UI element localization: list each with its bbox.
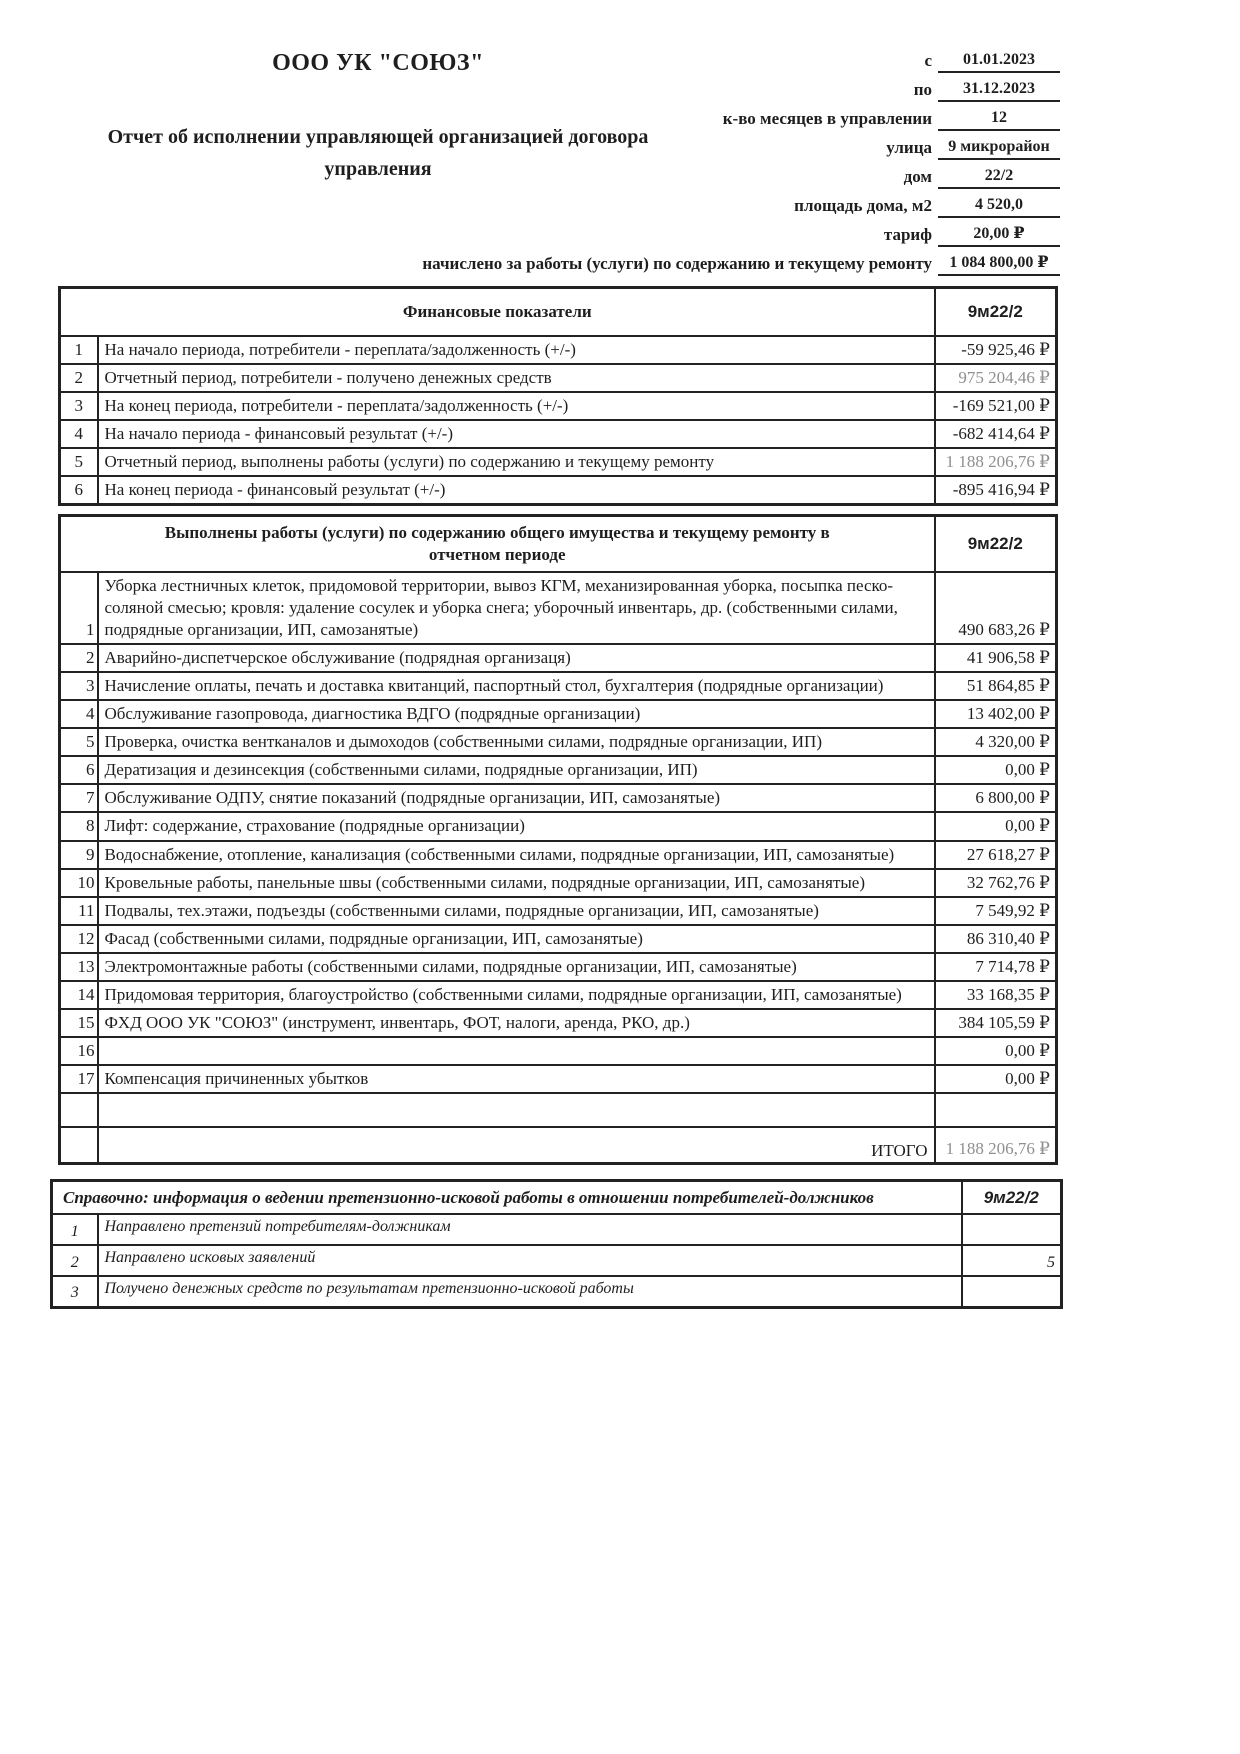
table-row bbox=[60, 728, 1057, 756]
table-row bbox=[52, 1276, 1062, 1307]
total-value: 1 188 206,76 ₽ bbox=[935, 1127, 1057, 1163]
info-field bbox=[330, 218, 1060, 247]
info-field-label: к-во месяцев в управлении bbox=[722, 109, 932, 128]
row-num: 2 bbox=[52, 1245, 98, 1276]
table-row bbox=[60, 953, 1057, 981]
info-field bbox=[330, 131, 1060, 160]
row-num bbox=[60, 1093, 98, 1127]
financial-table-body bbox=[60, 336, 1057, 505]
row-num: 6 bbox=[60, 476, 98, 505]
financial-table-column-header: 9м22/2 bbox=[935, 288, 1057, 336]
claims-table-column-header: 9м22/2 bbox=[962, 1180, 1062, 1214]
row-num: 15 bbox=[60, 1009, 98, 1037]
table-row bbox=[60, 812, 1057, 840]
row-label: На конец периода, потребители - переплата/задолженность (+/-) bbox=[98, 392, 935, 420]
table-row bbox=[60, 925, 1057, 953]
table-row bbox=[60, 364, 1057, 392]
row-label: Начисление оплаты, печать и доставка квитанций, паспортный стол, бухгалтерия (подрядные организации) bbox=[98, 672, 935, 700]
info-field-value: 22/2 bbox=[938, 167, 1060, 189]
row-label: Водоснабжение, отопление, канализация (собственными силами, подрядные организации, ИП, самозанятые) bbox=[98, 841, 935, 869]
row-label: Обслуживание газопровода, диагностика ВДГО (подрядные организации) bbox=[98, 700, 935, 728]
row-label: Кровельные работы, панельные швы (собственными силами, подрядные организации, ИП, самозанятые) bbox=[98, 869, 935, 897]
info-field-value: 4 520,0 bbox=[938, 196, 1060, 218]
table-row bbox=[60, 1037, 1057, 1065]
row-num: 9 bbox=[60, 841, 98, 869]
works-table-column-header: 9м22/2 bbox=[935, 516, 1057, 572]
row-num: 16 bbox=[60, 1037, 98, 1065]
info-field-label: по bbox=[913, 80, 932, 99]
total-label: ИТОГО bbox=[98, 1127, 935, 1163]
row-value: 0,00 ₽ bbox=[935, 812, 1057, 840]
table-row bbox=[60, 700, 1057, 728]
row-value: -682 414,64 ₽ bbox=[935, 420, 1057, 448]
info-field-value: 01.01.2023 bbox=[938, 51, 1060, 73]
company-name: ООО УК "СОЮЗ" bbox=[272, 50, 484, 76]
row-value: 86 310,40 ₽ bbox=[935, 925, 1057, 953]
table-row bbox=[60, 897, 1057, 925]
row-label bbox=[98, 1037, 935, 1065]
table-row bbox=[60, 392, 1057, 420]
info-field-value: 20,00 ₽ bbox=[938, 223, 1060, 247]
table-row bbox=[60, 476, 1057, 505]
row-value: -169 521,00 ₽ bbox=[935, 392, 1057, 420]
row-label: Аварийно-диспетчерское обслуживание (подрядная организаця) bbox=[98, 644, 935, 672]
row-value: 975 204,46 ₽ bbox=[935, 364, 1057, 392]
info-field bbox=[330, 189, 1060, 218]
row-label: Дератизация и дезинсекция (собственными силами, подрядные организации, ИП) bbox=[98, 756, 935, 784]
row-label: На конец периода - финансовый результат (+/-) bbox=[98, 476, 935, 505]
row-value: -895 416,94 ₽ bbox=[935, 476, 1057, 505]
row-num: 10 bbox=[60, 869, 98, 897]
row-value: 1 188 206,76 ₽ bbox=[935, 448, 1057, 476]
row-num: 8 bbox=[60, 812, 98, 840]
works-table-title: Выполнены работы (услуги) по содержанию общего имущества и текущему ремонту в отчетном периоде bbox=[60, 516, 935, 572]
row-value bbox=[935, 1093, 1057, 1127]
table-row bbox=[60, 448, 1057, 476]
works-table-header-row bbox=[60, 516, 1057, 572]
row-label: Обслуживание ОДПУ, снятие показаний (подрядные организации, ИП, самозанятые) bbox=[98, 784, 935, 812]
info-field-label: тариф bbox=[883, 225, 932, 244]
claims-table bbox=[50, 1179, 1063, 1309]
table-row bbox=[60, 1065, 1057, 1093]
row-label: Отчетный период, потребители - получено денежных средств bbox=[98, 364, 935, 392]
row-label: Направлено претензий потребителям-должникам bbox=[98, 1214, 962, 1245]
row-label bbox=[98, 1093, 935, 1127]
claims-table-title: Справочно: информация о ведении претензионно-исковой работы в отношении потребителей-должников bbox=[52, 1180, 962, 1214]
document-header bbox=[0, 40, 1240, 280]
info-field bbox=[330, 44, 1060, 73]
row-label: Отчетный период, выполнены работы (услуги) по содержанию и текущему ремонту bbox=[98, 448, 935, 476]
info-field-value: 31.12.2023 bbox=[938, 80, 1060, 102]
row-value: 5 bbox=[962, 1245, 1062, 1276]
row-value: 7 714,78 ₽ bbox=[935, 953, 1057, 981]
row-value: 7 549,92 ₽ bbox=[935, 897, 1057, 925]
info-field-label: дом bbox=[903, 167, 932, 186]
info-field-label: площадь дома, м2 bbox=[794, 196, 932, 215]
row-num: 6 bbox=[60, 756, 98, 784]
row-num: 7 bbox=[60, 784, 98, 812]
row-num: 1 bbox=[60, 336, 98, 364]
row-num: 13 bbox=[60, 953, 98, 981]
row-value: -59 925,46 ₽ bbox=[935, 336, 1057, 364]
table-row bbox=[60, 336, 1057, 364]
row-value: 490 683,26 ₽ bbox=[935, 572, 1057, 644]
info-field bbox=[330, 247, 1060, 276]
row-value: 33 168,35 ₽ bbox=[935, 981, 1057, 1009]
row-value: 51 864,85 ₽ bbox=[935, 672, 1057, 700]
financial-table-header-row bbox=[60, 288, 1057, 336]
row-num: 12 bbox=[60, 925, 98, 953]
row-value: 13 402,00 ₽ bbox=[935, 700, 1057, 728]
row-value: 41 906,58 ₽ bbox=[935, 644, 1057, 672]
table-row bbox=[60, 784, 1057, 812]
total-row bbox=[60, 1127, 1057, 1163]
table-row bbox=[52, 1214, 1062, 1245]
row-label: Проверка, очистка вентканалов и дымоходов (собственными силами, подрядные организации, ИП) bbox=[98, 728, 935, 756]
row-num bbox=[60, 1127, 98, 1163]
row-value bbox=[962, 1214, 1062, 1245]
row-num: 2 bbox=[60, 364, 98, 392]
row-value: 27 618,27 ₽ bbox=[935, 841, 1057, 869]
info-field-value: 12 bbox=[938, 109, 1060, 131]
row-label: Подвалы, тех.этажи, подъезды (собственными силами, подрядные организации, ИП, самозанятые) bbox=[98, 897, 935, 925]
row-num: 3 bbox=[60, 672, 98, 700]
table-row bbox=[52, 1245, 1062, 1276]
table-row bbox=[60, 1009, 1057, 1037]
row-num: 4 bbox=[60, 420, 98, 448]
row-num: 3 bbox=[60, 392, 98, 420]
row-label: Получено денежных средств по результатам претензионно-исковой работы bbox=[98, 1276, 962, 1307]
row-label: Направлено исковых заявлений bbox=[98, 1245, 962, 1276]
info-field-value: 1 084 800,00 ₽ bbox=[938, 252, 1060, 276]
table-row bbox=[60, 981, 1057, 1009]
row-value bbox=[962, 1276, 1062, 1307]
row-label: На начало периода - финансовый результат (+/-) bbox=[98, 420, 935, 448]
row-num: 17 bbox=[60, 1065, 98, 1093]
works-table bbox=[58, 514, 1058, 1165]
row-value: 0,00 ₽ bbox=[935, 756, 1057, 784]
table-row bbox=[60, 869, 1057, 897]
row-num: 14 bbox=[60, 981, 98, 1009]
claims-table-body bbox=[52, 1214, 1062, 1307]
table-row bbox=[60, 572, 1057, 644]
row-label: Фасад (собственными силами, подрядные организации, ИП, самозанятые) bbox=[98, 925, 935, 953]
row-label: Лифт: содержание, страхование (подрядные организации) bbox=[98, 812, 935, 840]
row-value: 32 762,76 ₽ bbox=[935, 869, 1057, 897]
table-row bbox=[60, 644, 1057, 672]
financial-table-title: Финансовые показатели bbox=[60, 288, 935, 336]
info-block bbox=[330, 44, 1060, 276]
row-value: 4 320,00 ₽ bbox=[935, 728, 1057, 756]
row-num: 5 bbox=[60, 728, 98, 756]
row-num: 4 bbox=[60, 700, 98, 728]
table-row bbox=[60, 672, 1057, 700]
works-table-body bbox=[60, 572, 1057, 1094]
table-row bbox=[60, 420, 1057, 448]
row-num: 3 bbox=[52, 1276, 98, 1307]
info-field bbox=[330, 102, 1060, 131]
report-title: Отчет об исполнении управляющей организацией договора управления bbox=[107, 126, 649, 180]
row-num: 5 bbox=[60, 448, 98, 476]
claims-table-header-row bbox=[52, 1180, 1062, 1214]
row-value: 384 105,59 ₽ bbox=[935, 1009, 1057, 1037]
row-label: Электромонтажные работы (собственными силами, подрядные организации, ИП, самозанятые) bbox=[98, 953, 935, 981]
row-label: Компенсация причиненных убытков bbox=[98, 1065, 935, 1093]
info-field-value: 9 микрорайон bbox=[938, 138, 1060, 160]
row-num: 1 bbox=[60, 572, 98, 644]
blank-row bbox=[60, 1093, 1057, 1127]
row-num: 1 bbox=[52, 1214, 98, 1245]
row-num: 2 bbox=[60, 644, 98, 672]
row-label: Придомовая территория, благоустройство (собственными силами, подрядные организации, ИП, самозанятые) bbox=[98, 981, 935, 1009]
table-row bbox=[60, 841, 1057, 869]
row-num: 11 bbox=[60, 897, 98, 925]
info-field bbox=[330, 160, 1060, 189]
row-label: ФХД ООО УК "СОЮЗ" (инструмент, инвентарь, ФОТ, налоги, аренда, РКО, др.) bbox=[98, 1009, 935, 1037]
row-value: 0,00 ₽ bbox=[935, 1037, 1057, 1065]
financial-table bbox=[58, 286, 1058, 506]
row-value: 0,00 ₽ bbox=[935, 1065, 1057, 1093]
row-label: Уборка лестничных клеток, придомовой территории, вывоз КГМ, механизированная уборка, посыпка песко-соляной смесью; кровля: удаление сосулек и уборка снега; уборочный инвентарь, др. (собственными силами, подрядные организации, ИП, самозанятые) bbox=[98, 572, 935, 644]
row-label: На начало периода, потребители - переплата/задолженность (+/-) bbox=[98, 336, 935, 364]
table-row bbox=[60, 756, 1057, 784]
row-value: 6 800,00 ₽ bbox=[935, 784, 1057, 812]
info-field-label: начислено за работы (услуги) по содержанию и текущему ремонту bbox=[422, 254, 932, 273]
info-field-label: с bbox=[924, 51, 932, 70]
info-field bbox=[330, 73, 1060, 102]
info-field-label: улица bbox=[886, 138, 932, 157]
